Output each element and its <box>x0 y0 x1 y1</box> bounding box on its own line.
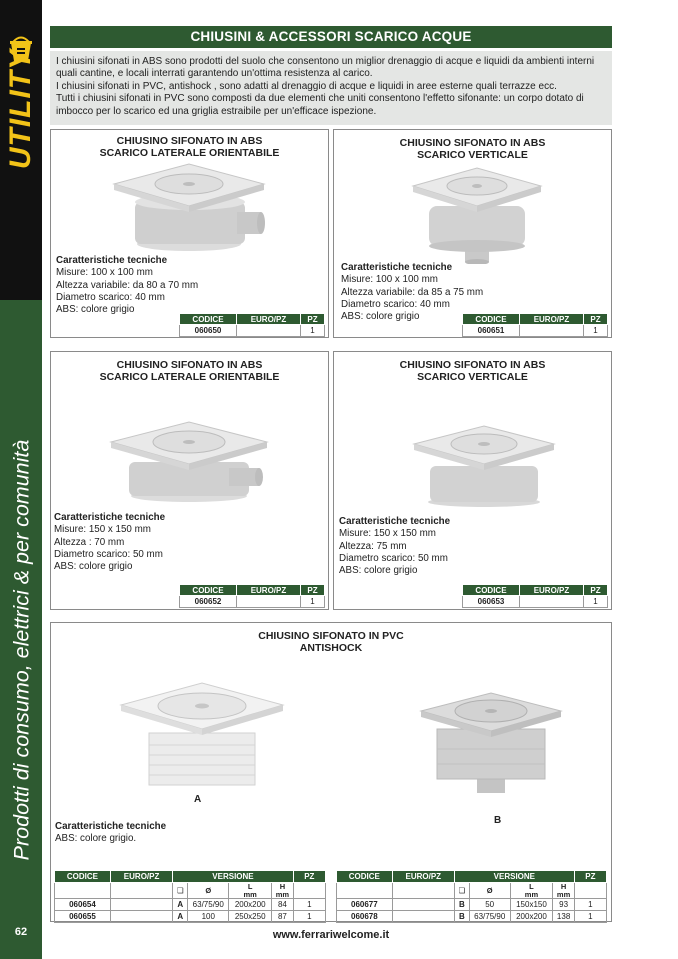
codice-cell: 060678 <box>337 911 393 923</box>
intro-text <box>50 51 612 125</box>
sidebar-category-label <box>10 440 35 861</box>
spec-line: Misure: 150 x 150 mm <box>339 528 436 540</box>
diameter-header: Ø <box>188 883 229 899</box>
product-title-line: SCARICO VERTICALE <box>417 149 528 161</box>
diameter-cell: 63/75/90 <box>188 899 229 911</box>
product-title-line: SCARICO LATERALE ORIENTABILE <box>99 371 280 383</box>
length-cell: 200x200 <box>229 899 272 911</box>
image-label-a: A <box>194 794 202 805</box>
checkbox-icon: ❏ <box>173 883 188 899</box>
length-cell: 200x200 <box>510 911 553 923</box>
product-title <box>334 359 611 383</box>
euro-cell <box>236 596 300 608</box>
length-header <box>229 883 272 899</box>
product-title <box>334 137 611 161</box>
spec-line: Misure: 150 x 150 mm <box>54 524 151 536</box>
drain-side-outlet-image <box>109 162 269 252</box>
diameter-cell: 100 <box>188 911 229 923</box>
pz-header: PZ <box>583 314 607 325</box>
length-label: L <box>529 882 534 891</box>
version-cell: A <box>173 899 188 911</box>
codice-header: CODICE <box>55 871 111 883</box>
code-table-left <box>54 870 326 923</box>
spec-line: ABS: colore grigio <box>54 561 133 573</box>
code-table-right <box>336 870 607 923</box>
code-table <box>462 584 608 608</box>
height-label: H <box>279 882 286 891</box>
pz-header: PZ <box>583 585 607 596</box>
code-table <box>462 313 608 337</box>
page-title: CHIUSINI & ACCESSORI SCARICO ACQUE <box>50 26 612 48</box>
euro-header: EURO/PZ <box>110 871 172 883</box>
footer-url[interactable]: www.ferrariwelcome.it <box>272 929 390 941</box>
height-unit: mm <box>275 889 290 899</box>
height-cell: 138 <box>553 911 574 923</box>
table-row <box>463 596 608 608</box>
specs-heading: Caratteristiche tecniche <box>339 516 451 527</box>
product-specs <box>339 516 450 577</box>
euro-header: EURO/PZ <box>236 585 300 596</box>
pz-header: PZ <box>293 871 325 883</box>
sidebar <box>0 0 42 959</box>
intro-paragraph: I chiusini sifonati in ABS sono prodotti del suolo che consentono un miglior drenaggio di acque e liquidi da ambienti interni quali cantine, e locali interrati garantendo un'ottima resistenza al carico. <box>56 56 595 80</box>
checkbox-icon: ❏ <box>454 883 469 899</box>
image-label-b: B <box>494 815 502 826</box>
spec-line: Misure: 100 x 100 mm <box>56 267 153 279</box>
euro-cell <box>392 911 454 923</box>
table-subheader <box>337 883 607 899</box>
euro-header: EURO/PZ <box>519 585 583 596</box>
versione-header: VERSIONE <box>454 871 574 883</box>
spec-line: Diametro scarico: 50 mm <box>54 548 163 560</box>
product-specs <box>54 512 165 573</box>
product-title-line: CHIUSINO SIFONATO IN ABS <box>399 359 546 371</box>
pz-header: PZ <box>300 314 324 325</box>
codice-cell: 060654 <box>55 899 111 911</box>
product-title-line: CHIUSINO SIFONATO IN ABS <box>116 359 263 371</box>
table-row <box>55 899 326 911</box>
table-row <box>180 325 325 337</box>
drain-pvc-b-image <box>419 689 563 799</box>
spec-line: Misure: 100 x 100 mm <box>341 274 438 286</box>
codice-cell: 060655 <box>55 911 111 923</box>
pz-header: PZ <box>574 871 606 883</box>
spec-line: ABS: colore grigio <box>341 311 420 323</box>
drain-side-outlet-image <box>109 418 271 508</box>
table-row <box>55 911 326 923</box>
euro-cell <box>110 911 172 923</box>
table-row <box>337 899 607 911</box>
pz-cell: 1 <box>300 596 324 608</box>
pz-cell: 1 <box>293 899 325 911</box>
codice-header: CODICE <box>463 585 520 596</box>
diameter-header: Ø <box>469 883 510 899</box>
version-cell: B <box>454 899 469 911</box>
product-title-line: SCARICO LATERALE ORIENTABILE <box>99 147 280 159</box>
pz-cell: 1 <box>300 325 324 337</box>
versione-header: VERSIONE <box>173 871 293 883</box>
euro-cell <box>519 596 583 608</box>
table-row <box>337 911 607 923</box>
codice-header: CODICE <box>337 871 393 883</box>
category-name: Prodotti di consumo, elettrici & per comunità <box>9 439 34 861</box>
section-name: UTILITY <box>4 48 37 170</box>
diameter-cell: 50 <box>469 899 510 911</box>
pz-cell: 1 <box>583 596 607 608</box>
specs-heading: Caratteristiche tecniche <box>341 262 453 273</box>
specs-heading: Caratteristiche tecniche <box>54 512 166 523</box>
intro-paragraph: I chiusini sifonati in PVC, antishock , sono adatti al drenaggio di acque e liquidi in aree esterne quali terrazze ecc. <box>56 80 557 92</box>
spec-line: Altezza variabile: da 80 a 70 mm <box>56 279 199 291</box>
codice-cell: 060650 <box>180 325 237 337</box>
code-table <box>179 313 325 337</box>
spec-line: ABS: colore grigio <box>339 565 418 577</box>
spec-line: Diametro scarico: 40 mm <box>56 291 165 303</box>
table-subheader <box>55 883 326 899</box>
codice-header: CODICE <box>180 314 237 325</box>
height-cell: 87 <box>272 911 294 923</box>
spec-line: Diametro scarico: 40 mm <box>341 298 450 310</box>
product-card-pvc <box>50 622 612 922</box>
product-card <box>50 351 329 610</box>
drain-vertical-outlet-image <box>412 422 556 508</box>
euro-cell <box>236 325 300 337</box>
product-title <box>51 135 328 159</box>
codice-cell: 060651 <box>463 325 520 337</box>
product-title-line: CHIUSINO SIFONATO IN ABS <box>116 135 263 147</box>
spec-line: Diametro scarico: 50 mm <box>339 552 448 564</box>
pz-cell: 1 <box>574 911 606 923</box>
specs-heading: Caratteristiche tecniche <box>56 255 168 266</box>
product-title-line: SCARICO VERTICALE <box>417 371 528 383</box>
code-table <box>179 584 325 608</box>
spec-line: Altezza : 70 mm <box>54 536 125 548</box>
height-label: H <box>560 882 567 891</box>
product-specs <box>56 255 198 316</box>
spec-line: Altezza: 75 mm <box>339 540 407 552</box>
product-title <box>51 630 611 654</box>
euro-cell <box>110 899 172 911</box>
pz-cell: 1 <box>574 899 606 911</box>
version-cell: B <box>454 911 469 923</box>
height-header <box>272 883 294 899</box>
page-number: 62 <box>14 926 28 938</box>
length-cell: 250x250 <box>229 911 272 923</box>
product-title-line: ANTISHOCK <box>299 642 363 654</box>
spec-line: Altezza variabile: da 85 a 75 mm <box>341 286 484 298</box>
product-specs <box>55 821 166 846</box>
diameter-cell: 63/75/90 <box>469 911 510 923</box>
height-unit: mm <box>556 889 571 899</box>
product-card <box>333 129 612 338</box>
length-label: L <box>247 882 253 891</box>
height-cell: 84 <box>272 899 294 911</box>
euro-header: EURO/PZ <box>392 871 454 883</box>
height-cell: 93 <box>553 899 574 911</box>
specs-heading: Caratteristiche tecniche <box>55 821 167 832</box>
codice-header: CODICE <box>180 585 237 596</box>
sidebar-section-label <box>4 49 38 169</box>
intro-paragraph: Tutti i chiusini sifonati in PVC sono composti da due elementi che uniti consentono l'effetto sifonante: un corpo dotato di imbocco per lo scarico ed una griglia estraibile per un'efficace ispezione. <box>56 93 584 117</box>
table-row <box>180 596 325 608</box>
product-card <box>333 351 612 610</box>
product-title-line: CHIUSINO SIFONATO IN PVC <box>258 630 404 642</box>
length-unit: mm <box>524 889 539 899</box>
codice-header: CODICE <box>463 314 520 325</box>
pz-cell: 1 <box>583 325 607 337</box>
euro-header: EURO/PZ <box>236 314 300 325</box>
version-cell: A <box>173 911 188 923</box>
drain-vertical-outlet-image <box>409 164 545 264</box>
length-header <box>510 883 553 899</box>
codice-cell: 060677 <box>337 899 393 911</box>
euro-header: EURO/PZ <box>519 314 583 325</box>
pz-cell: 1 <box>293 911 325 923</box>
spec-line: ABS: colore grigio. <box>55 833 137 845</box>
length-cell: 150x150 <box>510 899 553 911</box>
euro-cell <box>519 325 583 337</box>
product-card <box>50 129 329 338</box>
codice-cell: 060652 <box>180 596 237 608</box>
codice-cell: 060653 <box>463 596 520 608</box>
height-header <box>553 883 574 899</box>
euro-cell <box>392 899 454 911</box>
drain-pvc-a-image <box>119 679 285 789</box>
length-unit: mm <box>243 889 257 899</box>
product-title-line: CHIUSINO SIFONATO IN ABS <box>399 137 546 149</box>
spec-line: ABS: colore grigio <box>56 304 135 316</box>
pz-header: PZ <box>300 585 324 596</box>
product-title <box>51 359 328 383</box>
table-row <box>463 325 608 337</box>
